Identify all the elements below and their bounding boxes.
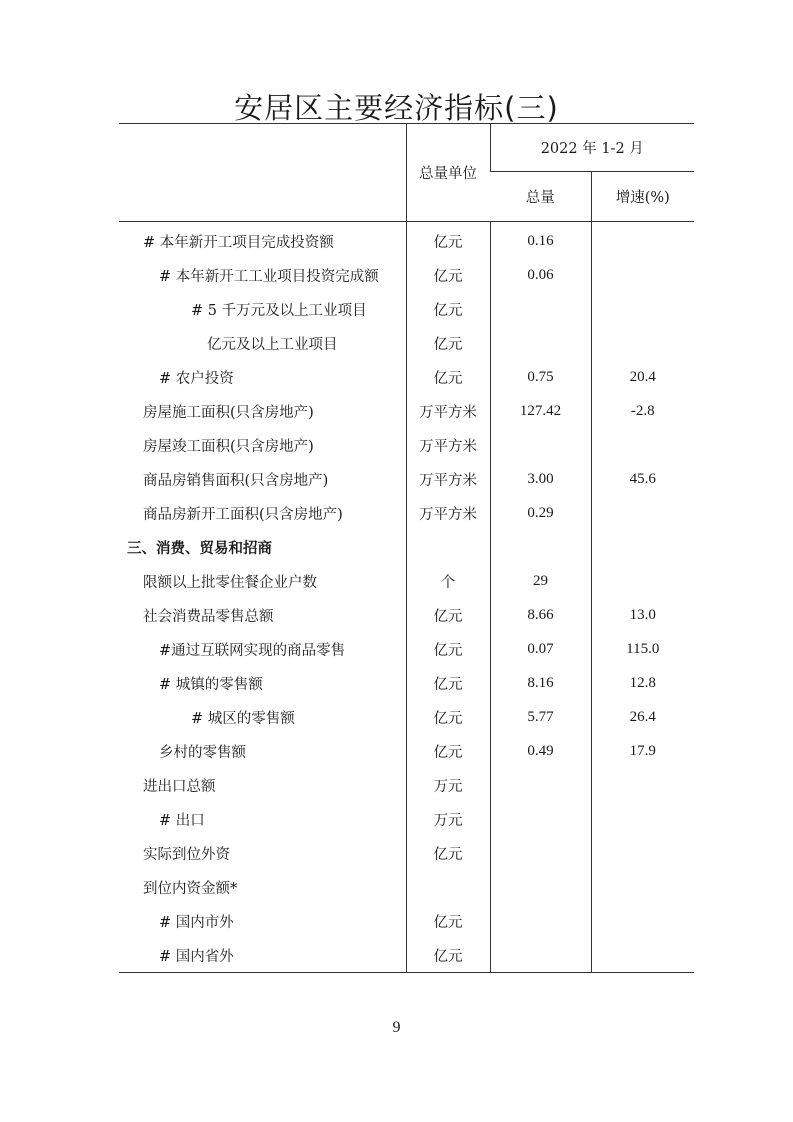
row-unit: 亿元 xyxy=(406,292,490,326)
row-rate xyxy=(591,904,694,938)
row-unit: 亿元 xyxy=(406,904,490,938)
table-row xyxy=(119,496,694,530)
row-total: 8.66 xyxy=(490,598,591,632)
row-total: 0.06 xyxy=(490,258,591,292)
table-row xyxy=(119,768,694,802)
row-total xyxy=(490,836,591,870)
row-label: # 出口 xyxy=(159,812,205,829)
row-total xyxy=(490,530,591,564)
row-total xyxy=(490,904,591,938)
row-label: # 城区的零售额 xyxy=(191,710,295,727)
row-total xyxy=(490,292,591,326)
row-unit: 万元 xyxy=(406,802,490,836)
row-total xyxy=(490,326,591,360)
row-unit: 亿元 xyxy=(406,700,490,734)
row-total xyxy=(490,768,591,802)
table-row xyxy=(119,802,694,836)
row-label: 商品房销售面积(只含房地产) xyxy=(143,472,329,489)
row-total: 0.16 xyxy=(490,222,591,259)
row-total: 29 xyxy=(490,564,591,598)
row-rate xyxy=(591,530,694,564)
row-unit: 亿元 xyxy=(406,734,490,768)
table-row xyxy=(119,394,694,428)
row-total: 8.16 xyxy=(490,666,591,700)
row-label: 到位内资金额* xyxy=(143,880,238,897)
page-number: 9 xyxy=(392,1019,401,1036)
header-total: 总量 xyxy=(490,172,591,222)
row-label: 商品房新开工面积(只含房地产) xyxy=(143,506,343,523)
table-body xyxy=(119,222,694,973)
row-rate: 115.0 xyxy=(591,632,694,666)
table-row xyxy=(119,938,694,973)
row-label: # 5 千万元及以上工业项目 xyxy=(191,302,367,319)
row-rate xyxy=(591,496,694,530)
row-rate xyxy=(591,222,694,259)
row-label: # 城镇的零售额 xyxy=(159,676,263,693)
table-row xyxy=(119,360,694,394)
row-unit: 亿元 xyxy=(406,632,490,666)
row-label: 实际到位外资 xyxy=(143,846,230,863)
row-total xyxy=(490,428,591,462)
row-label: # 农户投资 xyxy=(159,370,234,387)
row-total: 3.00 xyxy=(490,462,591,496)
row-unit: 亿元 xyxy=(406,360,490,394)
row-label: #通过互联网实现的商品零售 xyxy=(159,642,346,659)
header-period: 2022 年 1-2 月 xyxy=(490,124,694,172)
row-rate xyxy=(591,836,694,870)
row-total: 0.49 xyxy=(490,734,591,768)
row-rate: -2.8 xyxy=(591,394,694,428)
row-label: # 国内省外 xyxy=(119,938,406,973)
row-label: # 本年新开工工业项目投资完成额 xyxy=(159,268,379,285)
row-unit: 万平方米 xyxy=(406,394,490,428)
row-rate xyxy=(591,564,694,598)
row-rate xyxy=(591,428,694,462)
row-total: 0.29 xyxy=(490,496,591,530)
table-row xyxy=(119,258,694,292)
header-indicator-cell xyxy=(119,124,406,222)
row-rate xyxy=(591,292,694,326)
row-rate xyxy=(591,870,694,904)
row-total: 127.42 xyxy=(490,394,591,428)
row-label: # 本年新开工项目完成投资额 xyxy=(143,234,334,251)
table-row xyxy=(119,564,694,598)
header-unit: 总量单位 xyxy=(406,124,490,222)
row-label: 限额以上批零住餐企业户数 xyxy=(143,574,317,591)
table-row xyxy=(119,904,694,938)
row-rate xyxy=(591,768,694,802)
row-total xyxy=(490,802,591,836)
table-row xyxy=(119,462,694,496)
header-rate: 增速(%) xyxy=(591,172,694,222)
row-rate: 17.9 xyxy=(591,734,694,768)
row-unit: 万平方米 xyxy=(406,462,490,496)
table-row xyxy=(119,734,694,768)
row-label: 社会消费品零售总额 xyxy=(143,608,274,625)
row-unit: 亿元 xyxy=(406,598,490,632)
row-label: 房屋竣工面积(只含房地产) xyxy=(143,438,314,455)
row-label: # 国内市外 xyxy=(159,914,234,931)
row-unit xyxy=(406,530,490,564)
row-rate xyxy=(591,938,694,973)
table-row xyxy=(119,292,694,326)
table-row xyxy=(119,666,694,700)
row-rate: 45.6 xyxy=(591,462,694,496)
table-row xyxy=(119,530,694,564)
row-unit: 亿元 xyxy=(406,666,490,700)
row-unit: 亿元 xyxy=(406,222,490,259)
table-row xyxy=(119,836,694,870)
table-row xyxy=(119,222,694,259)
row-label: 三、消费、贸易和招商 xyxy=(127,539,272,557)
row-label: 乡村的零售额 xyxy=(159,744,246,761)
row-label: 进出口总额 xyxy=(143,778,216,795)
row-total xyxy=(490,870,591,904)
table-row xyxy=(119,598,694,632)
row-unit: 亿元 xyxy=(406,836,490,870)
row-total xyxy=(490,938,591,973)
row-unit: 万元 xyxy=(406,768,490,802)
row-unit: 亿元 xyxy=(406,938,490,973)
row-unit xyxy=(406,870,490,904)
indicators-table xyxy=(119,123,694,973)
table-row xyxy=(119,632,694,666)
row-total: 0.75 xyxy=(490,360,591,394)
table-row xyxy=(119,326,694,360)
table-row xyxy=(119,870,694,904)
row-total: 5.77 xyxy=(490,700,591,734)
row-total: 0.07 xyxy=(490,632,591,666)
row-unit: 个 xyxy=(406,564,490,598)
row-rate: 12.8 xyxy=(591,666,694,700)
table-row xyxy=(119,700,694,734)
row-unit: 亿元 xyxy=(406,258,490,292)
row-rate: 13.0 xyxy=(591,598,694,632)
row-label: 亿元及以上工业项目 xyxy=(207,336,338,353)
page-title: 安居区主要经济指标(三) xyxy=(234,91,559,125)
table-row xyxy=(119,428,694,462)
row-rate: 26.4 xyxy=(591,700,694,734)
row-unit: 万平方米 xyxy=(406,496,490,530)
row-rate xyxy=(591,802,694,836)
row-unit: 亿元 xyxy=(406,326,490,360)
row-rate xyxy=(591,326,694,360)
row-label: 房屋施工面积(只含房地产) xyxy=(143,404,314,421)
row-unit: 万平方米 xyxy=(406,428,490,462)
row-rate: 20.4 xyxy=(591,360,694,394)
row-rate xyxy=(591,258,694,292)
